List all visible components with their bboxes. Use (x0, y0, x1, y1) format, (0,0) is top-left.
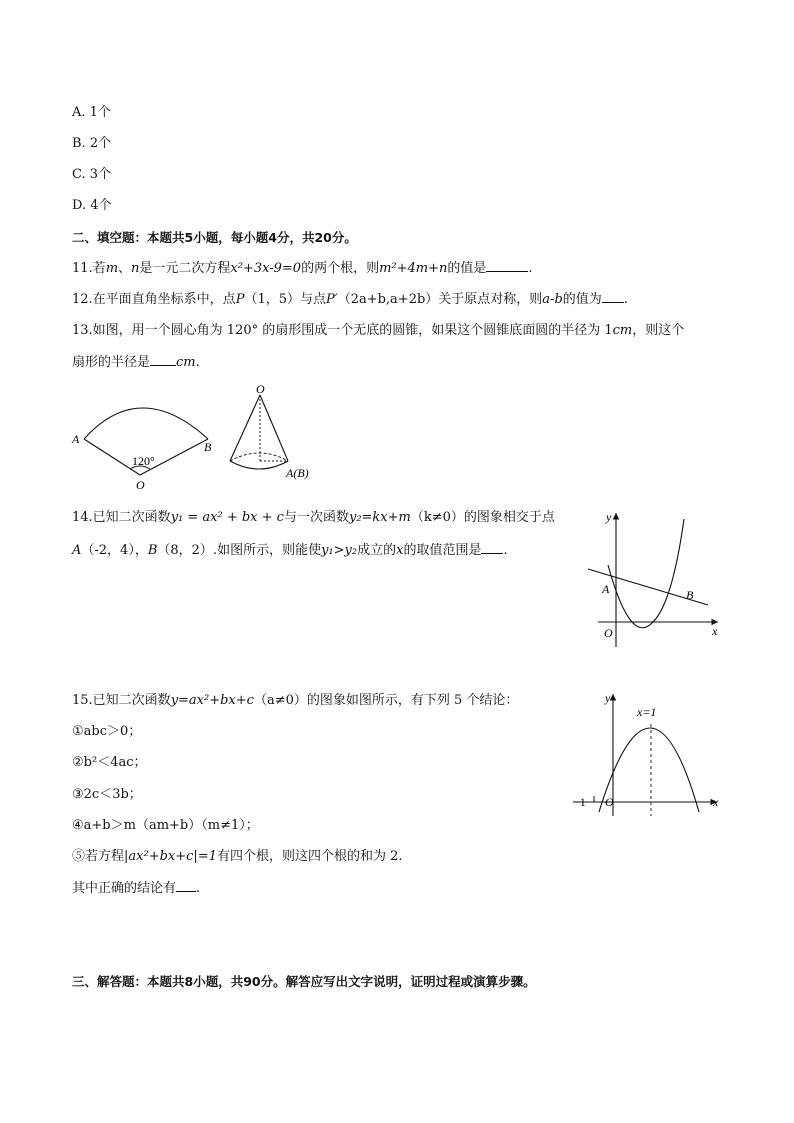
parabola-line-figure (580, 505, 730, 655)
option-d: D. 4个 (72, 198, 112, 213)
answer-blank[interactable] (176, 879, 196, 892)
label-x: x (712, 624, 718, 638)
label-x: x (713, 795, 719, 809)
conclusion-4: ④a+b＞m（am+b）（m≠1）； (72, 818, 259, 833)
sector-cone-figure (70, 383, 320, 493)
cone-base-front (230, 461, 288, 469)
label-y: y (606, 510, 612, 524)
conclusion-2: ②b²＜4ac； (72, 755, 147, 770)
question-14-line1: 14.已知二次函数y₁ = ax² + bx + c与一次函数y₂=kx+m（k≠0）的图象相交于点 (72, 510, 555, 525)
label-b: B (204, 440, 212, 454)
cone-side-left (230, 395, 260, 461)
sector-arc (84, 408, 208, 439)
parabola-curve (599, 728, 699, 812)
label-o: O (605, 795, 614, 809)
label-b: B (686, 588, 694, 602)
section2-heading: 二、填空题：本题共5小题，每小题4分，共20分。 (72, 230, 357, 245)
conclusion-1: ①abc＞0； (72, 724, 142, 739)
label-cone-o: O (256, 383, 265, 396)
answer-blank[interactable] (486, 259, 528, 272)
label-axis: x=1 (637, 705, 657, 719)
question-14-line2: A（-2，4），B（8，2）.如图所示，则能使y₁>y₂成立的x的取值范围是 . (72, 543, 508, 558)
section3-heading: 三、解答题：本题共8小题，共90分。解答应写出文字说明，证明过程或演算步骤。 (72, 974, 536, 989)
question-15-ask: 其中正确的结论有 . (72, 881, 201, 896)
cone-base-back (230, 453, 288, 461)
label-angle: 120° (132, 454, 155, 468)
label-ab: A(B) (286, 466, 309, 480)
conclusion-5: ⑤若方程|ax²+bx+c|=1有四个根，则这四个根的和为 2. (72, 849, 403, 864)
label-y: y (605, 691, 611, 705)
option-b: B. 2个 (72, 136, 112, 151)
option-c: C. 3个 (72, 167, 112, 182)
label-a: A (72, 432, 80, 446)
parabola-curve (608, 519, 684, 628)
option-a: A. 1个 (72, 105, 111, 120)
question-13-line1: 13.如图，用一个圆心角为 120° 的扇形围成一个无底的圆锥，如果这个圆锥底面圆的半径为 1cm，则这个 (72, 323, 685, 338)
question-11: 11.若m、n是一元二次方程x²+3x-9=0的两个根，则m²+4m+n的值是 . (72, 261, 533, 276)
parabola-figure (565, 688, 730, 818)
question-12: 12.在平面直角坐标系中，点P（1，5）与点P′（2a+b,a+2b）关于原点对称，则a-b的值为 . (72, 292, 628, 307)
answer-blank[interactable] (481, 541, 503, 554)
question-15-line1: 15.已知二次函数y=ax²+bx+c（a≠0）的图象如图所示，有下列 5 个结论： (72, 693, 519, 708)
conclusion-3: ③2c＜3b； (72, 787, 142, 802)
cone-side-right (260, 395, 288, 461)
question-13-line2: 扇形的半径是 cm. (72, 355, 200, 370)
label-o: O (136, 478, 145, 492)
answer-blank[interactable] (150, 353, 176, 366)
label-neg1: −1 (573, 795, 586, 809)
answer-blank[interactable] (602, 290, 624, 303)
label-a: A (602, 582, 610, 596)
label-o: O (604, 626, 613, 640)
